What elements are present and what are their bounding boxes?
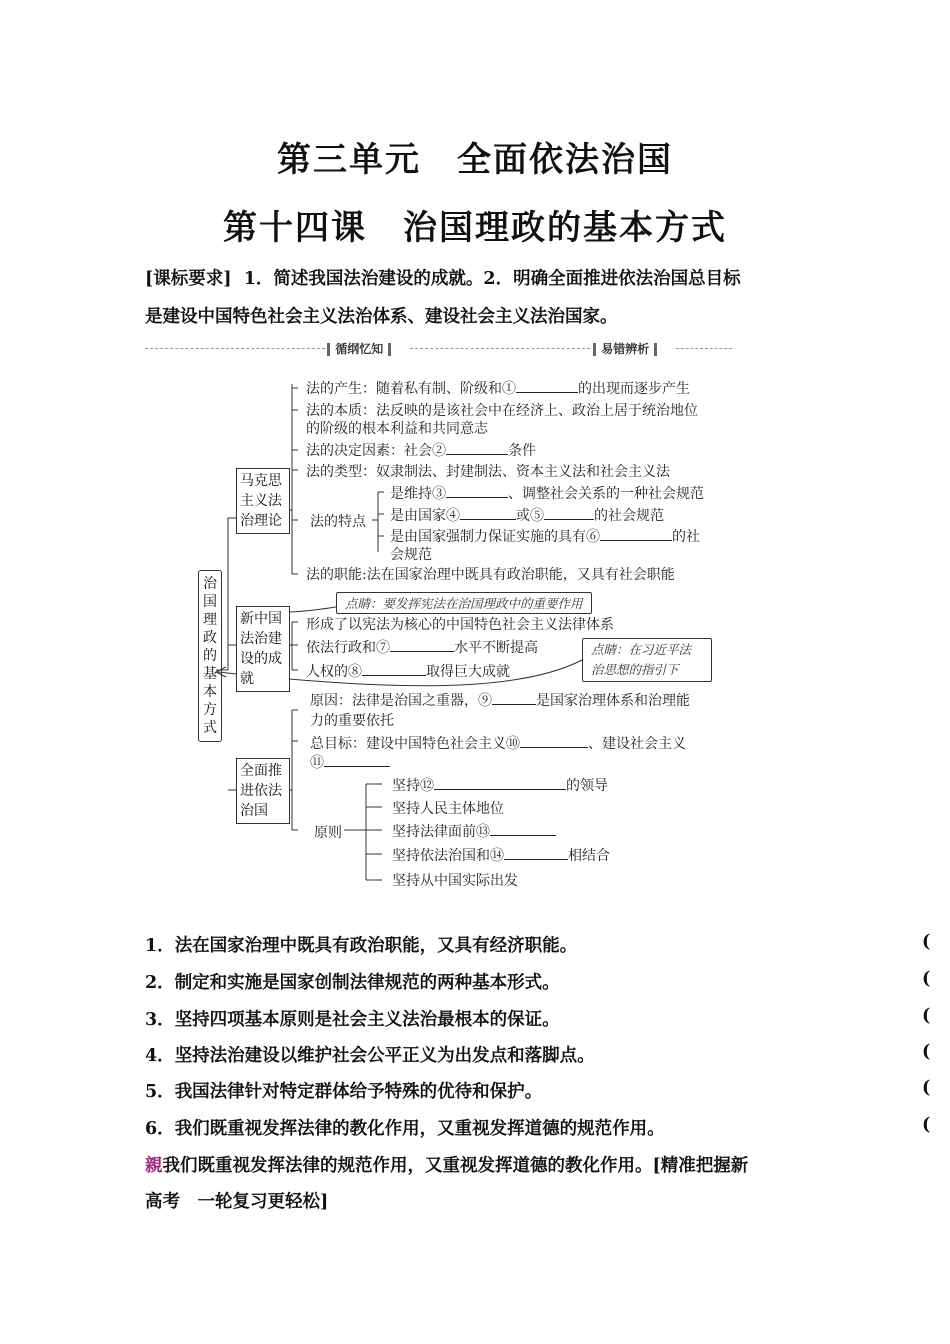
- requirements-label: [课标要求]: [145, 269, 232, 289]
- law-factor: 法的决定因素：社会② 条件: [306, 440, 536, 460]
- law-essence-1: 法的本质：法反映的是该社会中在经济上、政治上居于统治地位: [306, 403, 698, 419]
- lesson-title: 第十四课 治国理政的基本方式: [223, 208, 727, 248]
- answer-paren: (: [922, 969, 931, 989]
- answer-paren: (: [922, 1115, 931, 1135]
- branch-achievements: 新中国法治建设的成就: [236, 606, 290, 692]
- goal-line1: 总目标：建设中国特色社会主义⑩ 、建设社会主义: [310, 733, 686, 753]
- unit-title: 第三单元 全面依法治国: [277, 140, 673, 180]
- achievement-administration: 依法行政和⑦ 水平不断提高: [306, 637, 538, 657]
- footer-tag: 親: [145, 1156, 163, 1176]
- achievement-law-system: 形成了以宪法为核心的中国特色社会主义法律体系: [306, 617, 614, 633]
- answer-paren: (: [922, 932, 931, 952]
- answer-paren: (: [922, 1006, 931, 1026]
- principle-1: 坚持⑫ 的领导: [392, 775, 608, 795]
- question-5: 5．我国法律针对特定群体给予特殊的优待和保护。: [145, 1082, 543, 1102]
- feature-1: 是维持③ 、调整社会关系的一种社会规范: [390, 483, 704, 503]
- principle-4: 坚持依法治国和⑭ 相结合: [392, 845, 610, 865]
- section-errors: 易错辨析: [592, 340, 658, 357]
- achievement-human-rights: 人权的⑧ 取得巨大成就: [306, 661, 510, 681]
- mindmap-root: 治国理政的基本方式: [198, 570, 222, 742]
- section-memory: 循纲忆知: [326, 340, 392, 357]
- law-essence-2: 的阶级的根本利益和共同意志: [306, 421, 488, 437]
- law-types: 法的类型：奴隶制法、封建制法、资本主义法和社会主义法: [306, 464, 670, 480]
- question-2: 2．制定和实施是国家创制法律规范的两种基本形式。: [145, 973, 560, 993]
- law-features-label: 法的特点: [310, 514, 366, 530]
- requirements-line2: 是建设中国特色社会主义法治体系、建设社会主义法治国家。: [145, 307, 618, 327]
- reason-line2: 力的重要依托: [310, 713, 394, 729]
- question-1: 1．法在国家治理中既具有政治职能，又具有经济职能。: [145, 936, 578, 956]
- tip-constitution: 点睛：要发挥宪法在治国理政中的重要作用: [336, 592, 592, 614]
- answer-paren: (: [922, 1078, 931, 1098]
- goal-line2: ⑪: [310, 752, 390, 772]
- requirements-line1: [课标要求] 1．简述我国法治建设的成就。2．明确全面推进依法治国总目标: [145, 269, 741, 289]
- answer-paren: (: [922, 1042, 931, 1062]
- footer-line1: 親我们既重视发挥法律的规范作用，又重视发挥道德的教化作用。[精准把握新: [145, 1156, 749, 1176]
- principle-3: 坚持法律面前⑬: [392, 821, 556, 841]
- footer-line2: 高考 一轮复习更轻松]: [145, 1192, 329, 1212]
- feature-2: 是由国家④ 或⑤ 的社会规范: [390, 505, 664, 525]
- question-3: 3．坚持四项基本原则是社会主义法治最根本的保证。: [145, 1010, 560, 1030]
- branch-rule-of-law: 全面推进依法治国: [236, 758, 290, 824]
- principle-5: 坚持从中国实际出发: [392, 873, 518, 889]
- feature-3-cont: 会规范: [390, 547, 432, 563]
- law-functions: 法的职能:法在国家治理中既具有政治职能，又具有社会职能: [306, 567, 675, 583]
- principles-label: 原则: [314, 825, 342, 841]
- principle-2: 坚持人民主体地位: [392, 801, 504, 817]
- question-4: 4．坚持法治建设以维护社会公平正义为出发点和落脚点。: [145, 1046, 595, 1066]
- law-origin: 法的产生：随着私有制、阶级和① 的出现而逐步产生: [306, 378, 690, 398]
- tip-xi-thought: 点睛：在习近平法治思想的指引下: [582, 638, 712, 682]
- question-6: 6．我们既重视发挥法律的教化作用，又重视发挥道德的规范作用。: [145, 1119, 665, 1139]
- feature-3: 是由国家强制力保证实施的具有⑥ 的社: [390, 526, 700, 546]
- reason-line1: 原因：法律是治国之重器，⑨ 是国家治理体系和治理能: [310, 690, 690, 710]
- branch-marxist-law-theory: 马克思主义法治理论: [236, 468, 290, 534]
